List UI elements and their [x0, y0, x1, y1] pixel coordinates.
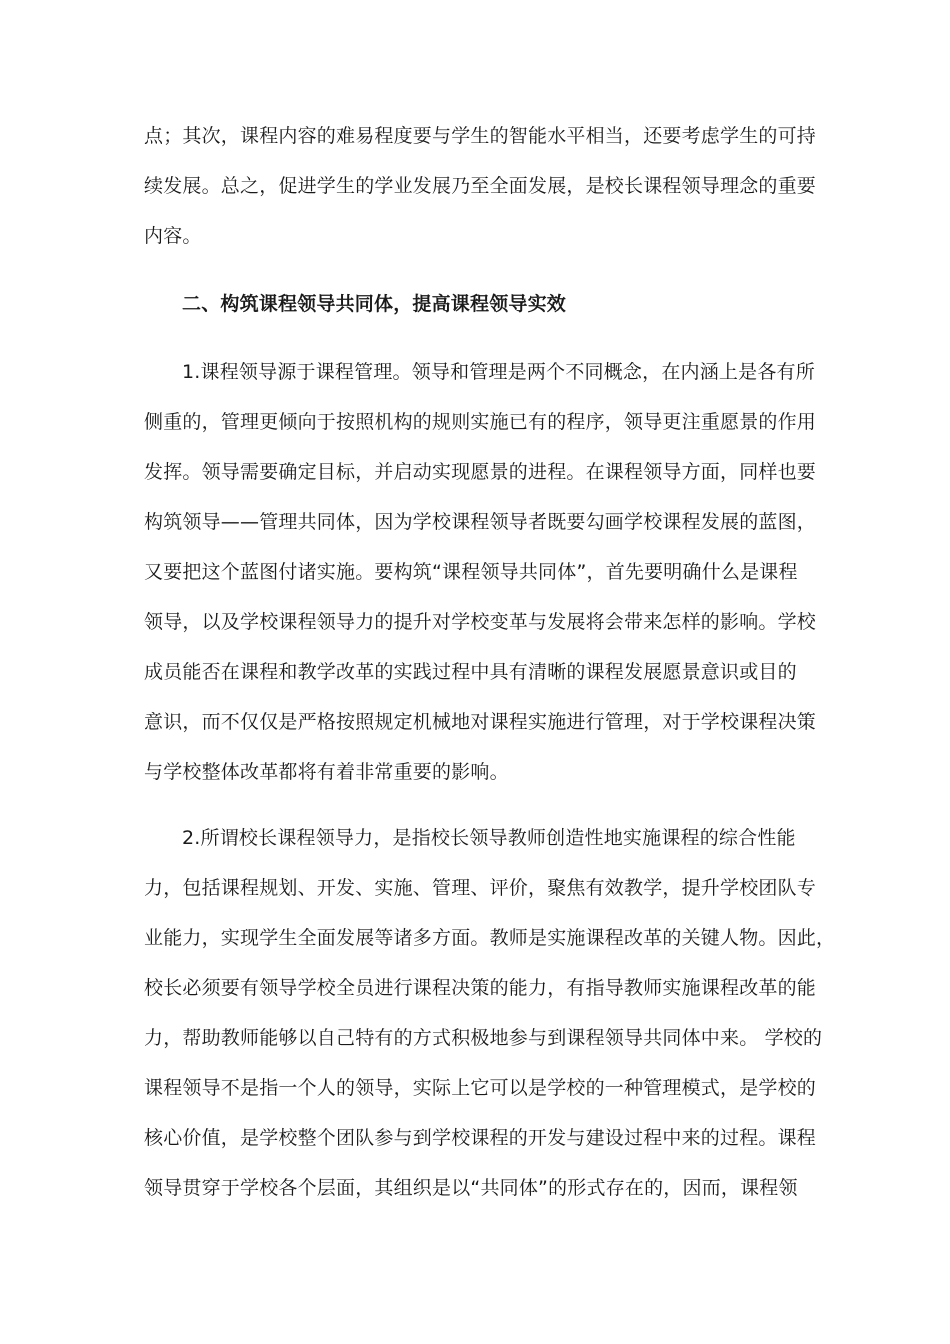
- paragraph1-line: 1.课程领导源于课程管理。领导和管理是两个不同概念，在内涵上是各有所: [182, 361, 815, 383]
- paragraph1-line: 又要把这个蓝图付诸实施。要构筑“课程领导共同体”，首先要明确什么是课程: [144, 561, 798, 583]
- paragraph1-line: 构筑领导——管理共同体，因为学校课程领导者既要勾画学校课程发展的蓝图，: [144, 511, 817, 533]
- paragraph2-line: 课程领导不是指一个人的领导，实际上它可以是学校的一种管理模式，是学校的: [144, 1077, 817, 1099]
- paragraph2-line: 核心价值，是学校整个团队参与到学校课程的开发与建设过程中来的过程。课程: [144, 1127, 817, 1149]
- paragraph2-line: 业能力，实现学生全面发展等诸多方面。教师是实施课程改革的关键人物。因此，: [144, 927, 836, 949]
- paragraph2-line: 领导贯穿于学校各个层面，其组织是以“共同体”的形式存在的，因而，课程领: [144, 1177, 798, 1199]
- intro-line: 续发展。总之，促进学生的学业发展乃至全面发展，是校长课程领导理念的重要: [144, 175, 817, 197]
- section-heading: 二、构筑课程领导共同体，提高课程领导实效: [182, 293, 567, 315]
- paragraph2-line: 力，帮助教师能够以自己特有的方式积极地参与到课程领导共同体中来。 学校的: [144, 1027, 823, 1049]
- paragraph1-line: 领导，以及学校课程领导力的提升对学校变革与发展将会带来怎样的影响。学校: [144, 611, 817, 633]
- intro-line: 内容。: [144, 225, 202, 247]
- paragraph2-line: 力，包括课程规划、开发、实施、管理、评价，聚焦有效教学，提升学校团队专: [144, 877, 817, 899]
- paragraph1-line: 发挥。领导需要确定目标，并启动实现愿景的进程。在课程领导方面，同样也要: [144, 461, 817, 483]
- paragraph1-line: 意识，而不仅仅是严格按照规定机械地对课程实施进行管理，对于学校课程决策: [144, 711, 817, 733]
- paragraph1-line: 侧重的，管理更倾向于按照机构的规则实施已有的程序，领导更注重愿景的作用: [144, 411, 817, 433]
- paragraph1-line: 与学校整体改革都将有着非常重要的影响。: [144, 761, 509, 783]
- paragraph1-line: 成员能否在课程和教学改革的实践过程中具有清晰的课程发展愿景意识或目的: [144, 661, 797, 683]
- paragraph2-line: 校长必须要有领导学校全员进行课程决策的能力，有指导教师实施课程改革的能: [144, 977, 817, 999]
- intro-line: 点；其次，课程内容的难易程度要与学生的智能水平相当，还要考虑学生的可持: [144, 125, 817, 147]
- paragraph2-line: 2.所谓校长课程领导力，是指校长领导教师创造性地实施课程的综合性能: [182, 827, 796, 849]
